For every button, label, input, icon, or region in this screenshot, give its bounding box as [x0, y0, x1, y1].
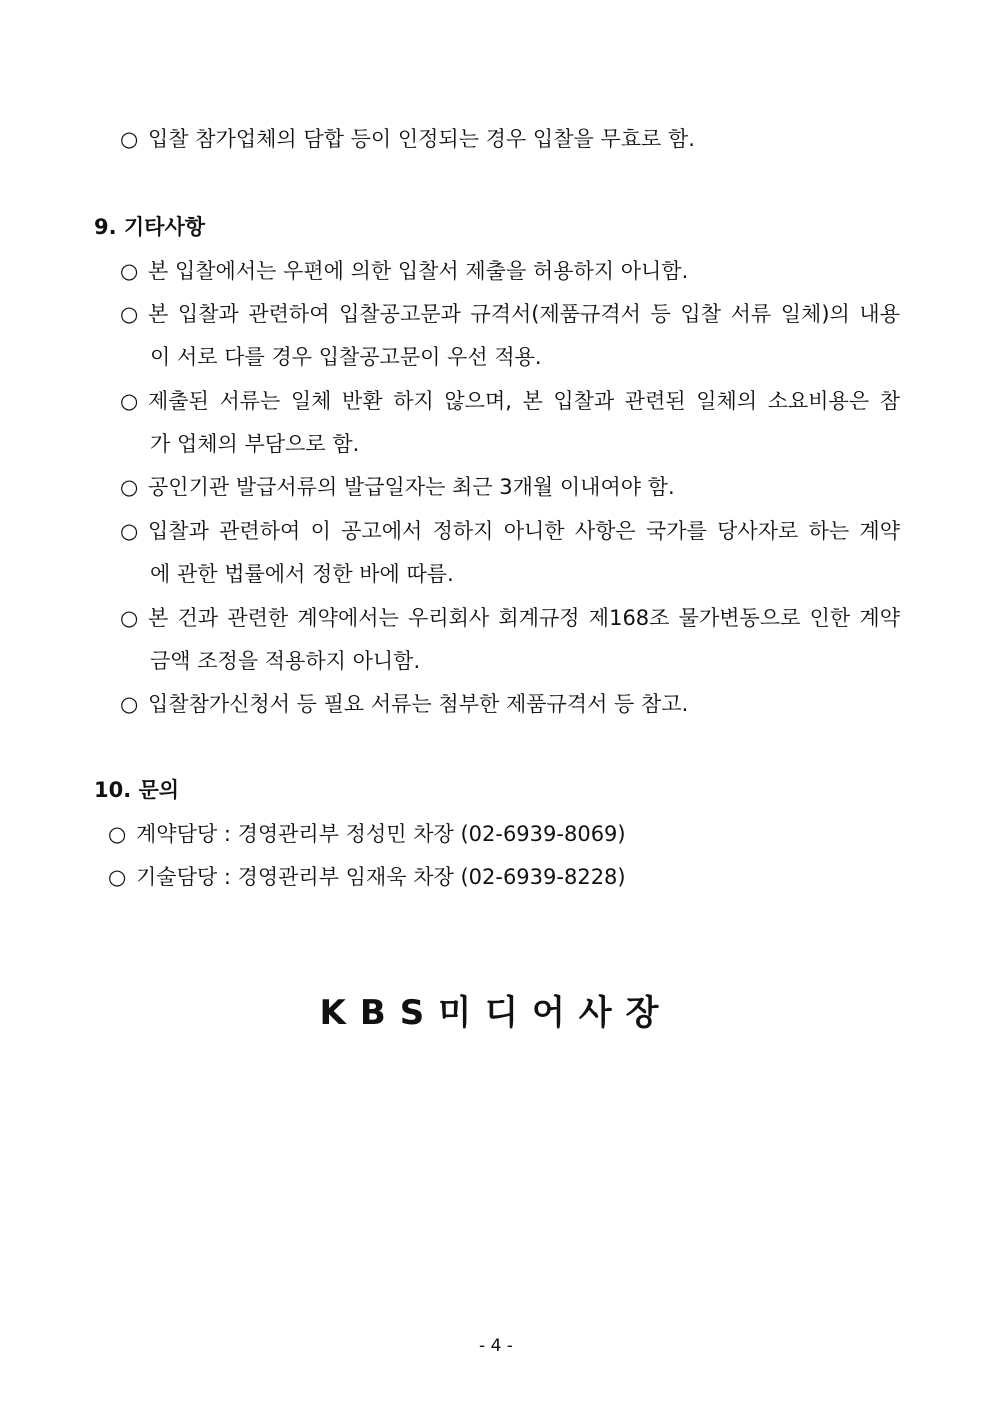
- section9-item-5: [120, 516, 900, 546]
- page-number: - 4 -: [479, 1336, 513, 1356]
- contact-technical: [108, 862, 626, 892]
- section9-item-6: [120, 603, 900, 633]
- section9-item-3: [120, 386, 900, 416]
- bullet-icon: ○: [108, 822, 127, 846]
- section9-item-3-continuation: 가 업체의 부담으로 함.: [150, 432, 360, 456]
- section9-item-7: [120, 689, 900, 719]
- section9-item-5-continuation: 에 관한 법률에서 정한 바에 따름.: [150, 562, 454, 586]
- contact-text: 기술담당 : 경영관리부 임재욱 차장 (02-6939-8228): [136, 865, 626, 889]
- contact-contract: [108, 819, 626, 849]
- item-text: 공인기관 발급서류의 발급일자는 최근 3개월 이내여야 함.: [148, 475, 675, 499]
- bullet-icon: ○: [120, 475, 139, 499]
- section9-heading: 9. 기타사항: [94, 215, 206, 239]
- section9-item-6-continuation: 금액 조정을 적용하지 아니함.: [150, 649, 421, 673]
- bullet-icon: ○: [120, 606, 139, 630]
- bullet-icon: ○: [120, 302, 139, 326]
- section9-item-2-continuation: 이 서로 다를 경우 입찰공고문이 우선 적용.: [150, 345, 542, 369]
- section10-heading: 10. 문의: [94, 778, 180, 802]
- item-text: 입찰 참가업체의 담합 등이 인정되는 경우 입찰을 무효로 함.: [148, 127, 695, 151]
- item-text: 본 입찰에서는 우편에 의한 입찰서 제출을 허용하지 아니함.: [148, 259, 689, 283]
- bullet-icon: ○: [120, 389, 139, 413]
- section9-item-1: [120, 256, 900, 286]
- item-text: 제출된 서류는 일체 반환 하지 않으며, 본 입찰과 관련된 일체의 소요비용은 참: [148, 389, 900, 413]
- bullet-icon: ○: [108, 865, 127, 889]
- bullet-icon: ○: [120, 519, 139, 543]
- bullet-icon: ○: [120, 692, 139, 716]
- item-text: 입찰과 관련하여 이 공고에서 정하지 아니한 사항은 국가를 당사자로 하는 계약: [148, 519, 900, 543]
- bullet-icon: ○: [120, 259, 139, 283]
- item-text: 본 입찰과 관련하여 입찰공고문과 규격서(제품규격서 등 입찰 서류 일체)의 내용: [148, 302, 900, 326]
- section9-item-2: [120, 299, 900, 329]
- section8-item-1: [120, 124, 900, 154]
- contact-text: 계약담당 : 경영관리부 정성민 차장 (02-6939-8069): [136, 822, 626, 846]
- bullet-icon: ○: [120, 127, 139, 151]
- section9-item-4: [120, 472, 900, 502]
- item-text: 본 건과 관련한 계약에서는 우리회사 회계규정 제168조 물가변동으로 인한 계약: [148, 606, 900, 630]
- issuer-signature: KBS미디어사장: [319, 993, 673, 1033]
- item-text: 입찰참가신청서 등 필요 서류는 첨부한 제품규격서 등 참고.: [148, 692, 689, 716]
